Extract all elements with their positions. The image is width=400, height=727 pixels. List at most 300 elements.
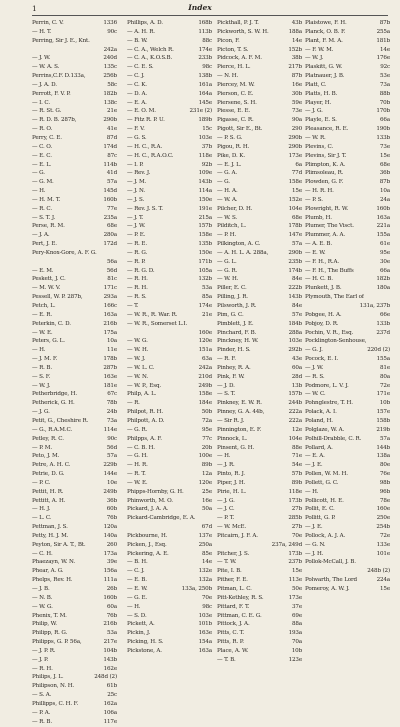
entry-page-ref: 72e [380, 532, 390, 539]
index-entry [32, 700, 117, 709]
entry-page-ref: 190b [376, 126, 390, 133]
entry-page-ref: 144e [103, 471, 117, 478]
entry-page-ref: 188a [288, 28, 302, 35]
entry-page-ref: 66e [380, 311, 390, 318]
entry-page-ref: 21e [107, 108, 117, 115]
entry-page-ref: 53e [380, 73, 390, 80]
index-entry [127, 585, 212, 594]
entry-name: — G. [217, 179, 230, 186]
entry-name: Plaskitt, G. W. [305, 64, 343, 71]
entry-name: Phinworth, M. O. [127, 497, 173, 504]
entry-name: Peterkin, C. D. [32, 320, 71, 327]
entry-page-ref: 88e [292, 444, 302, 451]
entry-name: — Rev. J. S. T. [127, 205, 163, 212]
index-entry [127, 638, 212, 647]
entry-name: Pobgee, H. A. [305, 311, 342, 318]
entry-page-ref: 155a [376, 356, 390, 363]
entry-name: — R. T. [127, 471, 146, 478]
entry-name: Phenix, T. M. [32, 612, 67, 619]
index-entry [305, 54, 390, 63]
entry-name: — C. J. [127, 73, 145, 80]
index-entry [217, 364, 302, 373]
entry-page-ref: 15c [202, 126, 212, 133]
entry-name: — C. H. [32, 550, 53, 557]
index-entry [32, 682, 117, 691]
entry-page-ref: 174b [288, 267, 302, 274]
entry-page-ref [388, 337, 390, 346]
entry-name: — W. R. [305, 134, 326, 141]
entry-page-ref: 73e [380, 143, 390, 150]
entry-page-ref: 290b [288, 249, 302, 256]
entry-name: Pimblett, J. E. [217, 320, 254, 327]
entry-page-ref: 150e [198, 196, 212, 203]
entry-name: Plunkett, J. B. [305, 285, 342, 292]
entry-name: Pickering, A. E. [127, 550, 169, 557]
index-entry [305, 187, 390, 196]
entry-name: — E. M. [32, 267, 54, 274]
entry-name: Plimpton, K. A. [305, 161, 346, 168]
entry-page-ref: 117e [103, 718, 117, 725]
entry-page-ref: 90c [107, 28, 117, 35]
entry-page-ref: 70b [379, 99, 390, 106]
index-entry [32, 320, 117, 329]
entry-name: Pink, F. W. [217, 373, 245, 380]
entry-name: Petch, L. [32, 303, 56, 309]
index-entry [305, 444, 390, 453]
index-entry [305, 505, 390, 514]
entry-page-ref: 100e [198, 453, 212, 460]
entry-page-ref: 173b [288, 550, 302, 557]
entry-page-ref: 162a [103, 700, 117, 707]
index-entry [217, 107, 302, 116]
entry-page-ref: 50a [201, 506, 212, 513]
entry-name: — J. H. [305, 550, 324, 557]
index-entry [32, 426, 117, 435]
entry-page-ref: 244b [288, 400, 302, 407]
index-entry [32, 452, 117, 461]
index-entry [127, 37, 212, 46]
page-title: Index [188, 3, 212, 12]
entry-page-ref: 161a [198, 81, 212, 88]
entry-page-ref: 57b [291, 471, 302, 478]
entry-page-ref: 290 [291, 126, 302, 133]
index-entry [305, 63, 390, 72]
index-entry [32, 558, 117, 567]
entry-page-ref: 88c [202, 37, 212, 44]
entry-name: — C. E. S. [127, 64, 154, 71]
index-entry [127, 267, 212, 276]
entry-page-ref: 156a [103, 568, 117, 575]
index-entry [305, 346, 390, 355]
entry-name: Pochin, V. R., Esq. [305, 329, 354, 336]
entry-page-ref: 81e [380, 364, 390, 371]
index-entry [127, 161, 212, 170]
entry-name: — S. A. [32, 692, 52, 699]
index-entry [127, 302, 212, 311]
index-entry [217, 231, 302, 240]
entry-page-ref: 38b [291, 55, 302, 62]
entry-name: Plimsoleau, R. [305, 170, 344, 177]
entry-name: — C. A., Welch R. [127, 46, 174, 53]
index-column-4 [305, 19, 390, 594]
entry-name: — J. D. [217, 382, 235, 389]
entry-name: Pickbourne, H. [127, 532, 168, 539]
index-entry [217, 461, 302, 470]
entry-page-ref: 27b [291, 524, 302, 531]
entry-page-ref: 57a [291, 241, 302, 248]
index-entry [127, 249, 212, 258]
entry-page-ref: 84e [292, 303, 302, 309]
entry-page-ref: 61b [106, 683, 117, 690]
entry-name: Pilsworth, J. R. [217, 303, 257, 309]
index-entry [217, 169, 302, 178]
entry-name: — G. H. [127, 453, 148, 460]
index-entry [217, 488, 302, 497]
index-entry [217, 143, 302, 152]
entry-page-ref: 101b [198, 621, 212, 628]
index-entry [127, 408, 212, 417]
entry-name: — F. H., R.A. [305, 258, 340, 265]
entry-page-ref: 181e [103, 382, 117, 389]
index-entry [32, 337, 117, 346]
entry-page-ref: 160b [103, 196, 117, 203]
entry-page-ref: 30b [291, 90, 302, 97]
index-entry [127, 143, 212, 152]
entry-page-ref: 290b [103, 117, 117, 124]
entry-page-ref: 101e [376, 550, 390, 557]
index-entry [127, 116, 212, 125]
entry-page-ref: 63a [201, 356, 212, 363]
index-entry [217, 390, 302, 399]
entry-name: — T. [127, 303, 139, 309]
entry-page-ref: 133e [376, 541, 390, 548]
entry-name: — J. M. F. [32, 356, 58, 363]
entry-page-ref: 15e [292, 188, 302, 195]
entry-name: — J. E. [305, 524, 323, 531]
index-entry [32, 107, 117, 116]
page-number: 1 [32, 4, 37, 13]
index-entry [32, 152, 117, 161]
entry-name: Poland, H. [305, 417, 333, 424]
entry-page-ref: 173b [288, 497, 302, 504]
entry-page-ref: 12a [201, 471, 212, 478]
entry-name: — S. T. J. [32, 214, 56, 221]
index-entry [32, 28, 117, 37]
entry-page-ref: 92b [201, 161, 212, 168]
entry-page-ref: 171c [103, 285, 117, 292]
entry-page-ref: 15e [380, 586, 390, 592]
entry-page-ref: 77c [202, 435, 212, 442]
entry-page-ref: 173e [288, 152, 302, 159]
entry-page-ref: 150e [198, 249, 212, 256]
index-entry [217, 205, 302, 214]
entry-page-ref: 217e [103, 639, 117, 646]
entry-name: Petty, H. J. M. [32, 532, 69, 539]
entry-name: Pocklington-Senhouse, [305, 338, 367, 345]
entry-name: — E. W. [127, 586, 148, 592]
entry-page-ref: 254b [376, 524, 390, 531]
entry-page-ref: 120a [103, 524, 117, 531]
entry-page-ref: 77e [107, 205, 117, 212]
entry-page-ref: 68e [292, 214, 302, 221]
index-entry [217, 196, 302, 205]
entry-name: — G. R. [127, 426, 148, 433]
index-entry [305, 28, 390, 37]
entry-name: — H. C., R.A. [127, 143, 163, 150]
entry-page-ref: 132b [198, 276, 212, 283]
entry-page-ref: 237a, 249d [271, 541, 302, 548]
index-entry [127, 479, 212, 488]
entry-name: Polwarth, The Lord [305, 577, 357, 584]
entry-name: — J. T. [127, 214, 144, 221]
entry-name: Pinchard, F. B. [217, 329, 257, 336]
entry-page-ref: 157b [198, 223, 212, 230]
entry-page-ref: 287b [103, 364, 117, 371]
entry-name: Philipson, N. H. [32, 683, 75, 690]
index-entry [305, 275, 390, 284]
entry-page-ref: 221a [376, 223, 390, 230]
entry-page-ref: 24a [379, 196, 390, 203]
entry-page-ref: 145e [198, 99, 212, 106]
entry-page-ref [210, 514, 212, 523]
entry-page-ref: 70e [292, 532, 302, 539]
entry-page-ref: 67c [107, 391, 117, 398]
entry-name: Plevins, C. [305, 143, 334, 150]
entry-name: — W. H. [127, 347, 149, 354]
index-entry [32, 638, 117, 647]
entry-page-ref: 154a [198, 639, 212, 646]
entry-page-ref: 290b [288, 134, 302, 141]
entry-name: Picon, F. [217, 37, 240, 44]
index-entry [305, 284, 390, 293]
index-entry [127, 373, 212, 382]
entry-page-ref: 248b (2) [367, 568, 390, 575]
index-entry [217, 435, 302, 444]
entry-name: Piper, J. H. [217, 479, 246, 486]
entry-name: — F. H., The Buffs [305, 267, 354, 274]
entry-page-ref: 98c [202, 64, 212, 71]
index-entry [305, 558, 390, 567]
entry-page-ref: 174e [198, 46, 212, 53]
entry-name: Plumb, H. [305, 214, 332, 221]
entry-page-ref: 56d [106, 444, 117, 451]
index-entry [32, 72, 117, 81]
index-entry [305, 81, 390, 90]
entry-name: — W. J. [32, 382, 51, 389]
index-entry [127, 382, 212, 391]
entry-page-ref: 15e [292, 568, 302, 575]
entry-page-ref: 67d [201, 524, 212, 531]
entry-page-ref: 73a [106, 417, 117, 424]
index-entry [305, 90, 390, 99]
entry-page-ref: 26b [106, 586, 117, 592]
entry-name: — J. A. D. [32, 81, 57, 88]
entry-name: — Fitz R. P. U. [127, 117, 165, 124]
entry-name: — P. S. [305, 196, 323, 203]
index-entry [127, 620, 212, 629]
index-entry [127, 72, 212, 81]
entry-page-ref: 215a [198, 214, 212, 221]
index-entry [127, 284, 212, 293]
entry-page-ref [388, 293, 390, 302]
header-rule [32, 15, 388, 16]
entry-name: — W. R., Somerset L.I. [127, 320, 188, 327]
entry-page-ref: 171b [198, 258, 212, 265]
index-entry [32, 231, 117, 240]
entry-page-ref: 152e [288, 196, 302, 203]
entry-page-ref: 158e [198, 391, 212, 398]
index-entry [305, 514, 390, 523]
entry-page-ref: 16e [202, 497, 212, 504]
entry-page-ref: 158b [376, 417, 390, 424]
index-entry [305, 152, 390, 161]
entry-name: — S. T. [217, 391, 236, 398]
entry-page-ref: 1336 [103, 20, 117, 26]
entry-name: Perrin, C. V. [32, 20, 64, 26]
entry-page-ref: 143b [103, 656, 117, 663]
index-entry [127, 541, 212, 550]
index-entry [217, 558, 302, 567]
entry-name: Pleasance, R. E. [305, 126, 349, 133]
index-entry [305, 576, 390, 585]
entry-page-ref: 160b [103, 594, 117, 601]
entry-name: Pitcairn, J. F. A. [217, 532, 258, 539]
entry-page-ref: 220d (2) [367, 347, 390, 354]
entry-name: — E. C. [32, 152, 52, 159]
entry-name: Pettitt, A. H. [32, 497, 66, 504]
entry-name: Philip, W. [32, 621, 57, 628]
page-header [0, 3, 400, 15]
index-entry [127, 452, 212, 461]
index-entry [305, 222, 390, 231]
entry-page-ref: 25c [107, 692, 117, 699]
entry-page-ref: 235b [288, 258, 302, 265]
entry-name: Pessell, W. P. 287b, [32, 294, 83, 301]
index-entry [217, 46, 302, 55]
index-entry [217, 638, 302, 647]
entry-page-ref: 131a, 237b [359, 303, 390, 309]
index-entry [127, 125, 212, 134]
index-entry [305, 382, 390, 391]
entry-page-ref: 98c [202, 603, 212, 610]
entry-name: Pierce, H. L. [217, 64, 251, 71]
index-entry [217, 28, 302, 37]
entry-name: — G. M. [32, 179, 54, 186]
index-entry [305, 497, 390, 506]
entry-page-ref: 237b [288, 559, 302, 566]
entry-name: Plowden, G. F. [305, 179, 344, 186]
entry-name: — J. B. [32, 586, 50, 592]
entry-page-ref: 132e [198, 568, 212, 575]
entry-name: — H. [217, 453, 231, 460]
index-entry [217, 311, 302, 320]
entry-name: Phillips, A. D. [127, 20, 163, 26]
entry-page-ref: 240d [103, 55, 117, 62]
index-entry [32, 382, 117, 391]
entry-page-ref: 114b [103, 161, 117, 168]
entry-page-ref: 288a [288, 329, 302, 336]
entry-page-ref: 120e [198, 479, 212, 486]
entry-page-ref: 87b [379, 179, 390, 186]
entry-name: Pickstone, A. [127, 647, 162, 654]
entry-name: Place, A. W. [217, 647, 249, 654]
index-entry [305, 373, 390, 382]
entry-page-ref: 60b [106, 506, 117, 513]
entry-name: Pollett, G. C. [305, 479, 339, 486]
entry-page-ref: 72a [201, 417, 212, 424]
entry-name: — R. O. [32, 126, 53, 133]
entry-page-ref: 70e [202, 594, 212, 601]
index-entry [127, 346, 212, 355]
entry-page-ref: 28d [291, 373, 302, 380]
entry-name: — P. A. [32, 709, 51, 716]
entry-name: Peyton, Sir A. T., Bt. [32, 541, 86, 548]
index-entry [127, 603, 212, 612]
entry-name: Phelps, Rev. H. [32, 577, 73, 584]
index-entry [217, 116, 302, 125]
entry-page-ref: 78b [106, 400, 117, 407]
entry-name: — R. G. D. [127, 267, 155, 274]
entry-name: — E. L. [32, 161, 52, 168]
entry-page-ref: 285b [288, 515, 302, 522]
entry-name: — R. C. [32, 205, 52, 212]
entry-page-ref [115, 249, 117, 258]
entry-name: — P. S. G. [217, 134, 243, 141]
entry-name: — H. A. [217, 188, 238, 195]
entry-page-ref: 164a [198, 90, 212, 97]
entry-name: — H. C. B. [305, 276, 333, 283]
entry-page-ref: 14e [380, 46, 390, 53]
index-entry [32, 258, 117, 267]
index-entry [305, 329, 390, 338]
index-entry [217, 505, 302, 514]
index-entry [127, 532, 212, 541]
index-entry [217, 346, 302, 355]
entry-name: — M. W. V. [32, 285, 61, 292]
entry-name: Pinkney, E. W. R. [217, 400, 262, 407]
entry-name: — J. N. [127, 188, 146, 195]
entry-name: — H. R. [127, 462, 148, 469]
entry-name: — G. S. [127, 134, 147, 141]
entry-name: Podmore, L. V. J. [305, 382, 349, 389]
entry-page-ref: 60a [291, 364, 302, 371]
entry-name: Pinnock, L. [217, 435, 248, 442]
index-entry [127, 505, 212, 514]
index-entry [32, 417, 117, 426]
entry-page-ref: 103e [198, 612, 212, 619]
index-entry [217, 497, 302, 506]
index-entry [32, 364, 117, 373]
entry-name: — R. [127, 400, 140, 407]
index-entry [305, 399, 390, 408]
index-entry [217, 594, 302, 603]
index-entry [32, 214, 117, 223]
entry-page-ref: 58c [107, 81, 117, 88]
entry-page-ref: 37e [292, 603, 302, 610]
entry-page-ref: 143b [288, 294, 302, 301]
entry-name: Petherick, G. H. [32, 400, 75, 407]
entry-page-ref: 10a [379, 188, 390, 195]
entry-name: Polhill-Drabble, C. R. [305, 435, 362, 442]
index-entry [127, 320, 212, 329]
index-entry [32, 612, 117, 621]
index-entry [217, 523, 302, 532]
index-entry [217, 258, 302, 267]
entry-page-ref: 256b [103, 73, 117, 80]
entry-name: — G., R.A.M.C. [32, 426, 73, 433]
index-entry [127, 222, 212, 231]
index-entry [32, 222, 117, 231]
